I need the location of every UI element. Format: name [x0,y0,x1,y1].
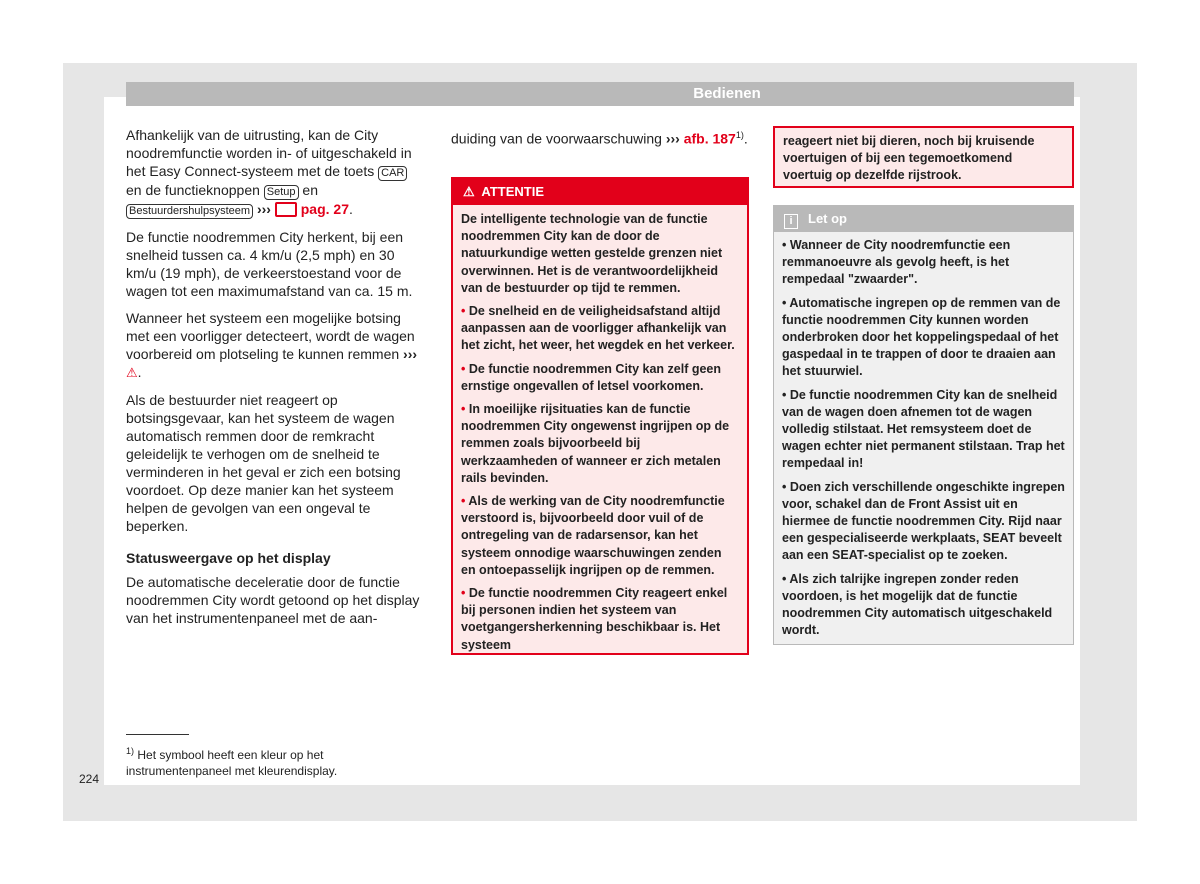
note-header [774,206,1073,232]
figure-reference-link[interactable]: afb. 187 [683,130,736,147]
note-body [774,232,1073,639]
text: . [348,201,353,217]
note-bullet: • Als zich talrijke ingrepen zonder reden voordoen, is het mogelijk dat de functie noodremmen City automatisch uitgeschakeld wordt. [782,571,1053,638]
paragraph-display: De automatische deceleratie door de functie noodremmen City wordt getoond op het display van het instrumentenpaneel met de aan- [126,574,420,626]
assist-key: Bestuurdershulpsysteem [126,204,253,219]
footnote-text: Het symbool heeft een kleur op het instrumentenpaneel met kleurendisplay. [126,748,338,778]
text: Afhankelijk van de uitrusting, kan de City noodremfunctie worden in- of uitgeschakeld in het Easy Connect-systeem met de toets [126,127,412,179]
text: en de functieknoppen [126,182,260,198]
note-title: Let op [808,211,847,226]
attention-bullet: • De snelheid en de veiligheidsafstand altijd aanpassen aan de voorligger afhankelijk van het zicht, het weer, het wegdek en het verkeer. [461,304,735,353]
warning-triangle-icon[interactable]: ⚠ [126,365,138,380]
attention-bullet: • In moeilijke rijsituaties kan de functie noodremmen City ongewenst ingrijpen op de remmen zoals bijvoorbeeld bij werkzaamheden of wanneer er zich metalen rails bevinden. [461,402,730,485]
attention-intro: De intelligente technologie van de functie noodremmen City kan de door de natuurkundige wetten gestelde grenzen niet overwinnen. Het is de verantwoordelijkheid van de bestuurder op tijd te remmen. [461,212,723,295]
subheading: Statusweergave op het display [126,550,331,566]
attention-continued-text: reageert niet bij dieren, noch bij kruisende voertuigen of bij een tegemoetkomend voertuig op dezelfde rijstrook. [783,134,1035,183]
section-header [126,82,1074,106]
attention-continued-box [773,126,1074,188]
attention-bullet: • Als de werking van de City noodremfunctie verstoord is, bijvoorbeeld door vuil of de ontregeling van de radarsensor, kan het systeem onnodige waarschuwingen zenden en ontoepasselijk ingrijpen op de remmen. [461,494,725,577]
note-bullet: • Doen zich verschillende ongeschikte ingrepen voor, schakel dan de Front Assist uit en hiermee de functie noodremmen City. Rijd naar een gespecialiseerde werkplaats, SEAT beveelt aan een SEAT-specialist op te zoeken. [782,479,1065,563]
attention-box [451,177,749,655]
footnote-mark: 1) [126,746,135,756]
note-bullet: • Automatische ingrepen op de remmen van de functie noodremmen City kunnen worden onderbroken door het koppelingspedaal of het gaspedaal in te trappen of door te draaien aan het stuurwiel. [782,295,1061,379]
column-middle [451,126,749,157]
attention-bullet: • De functie noodremmen City kan zelf geen ernstige ongevallen of letsel voorkomen. [461,361,722,393]
warning-triangle-icon: ⚠ [463,184,475,199]
footnote-marker: 1) [735,130,744,140]
note-bullet: • De functie noodremmen City kan de snelheid van de wagen doen afnemen tot de wagen volledig stilstaat. Het remsysteem doet de wagen echter niet permanent stilstaan. Trap het rempedaal in! [782,387,1065,471]
attention-header [453,179,747,205]
note-box [773,205,1074,645]
page-number: 224 [79,772,100,786]
section-title: Bedienen [693,85,761,102]
note-bullet: • Wanneer de City noodremfunctie een remmanoeuvre als gevolg heeft, is het rempedaal "zwaarder". [782,238,1011,287]
footnote-divider [126,734,189,735]
attention-body [453,205,747,654]
footnote [126,743,426,779]
paragraph-speed: De functie noodremmen City herkent, bij een snelheid tussen ca. 4 km/u (2,5 mph) en 30 km/u (19 mph), de verkeerstoestand voor de wagen tot een maximumafstand van ca. 15 m. [126,229,413,299]
reference-arrow: ››› [665,130,680,147]
column-left [126,126,422,636]
book-icon [275,202,297,217]
paragraph-detect [126,309,422,382]
paragraph-braking: Als de bestuurder niet reageert op botsingsgevaar, kan het systeem de wagen automatisch remmen door de remkracht geleidelijk te verhogen om de snelheid te verminderen in het geval er zich een botsing voordoet. Op deze manier kan het systeem helpen de gevolgen van een ongeval te beperken. [126,392,401,534]
attention-title: ATTENTIE [481,184,544,199]
car-key: CAR [378,166,407,181]
text: . [743,130,748,147]
paragraph-intro [126,126,422,219]
text: en [302,182,318,198]
setup-key: Setup [264,185,299,200]
reference-arrow: ››› [256,201,271,217]
text: duiding van de voorwaarschuwing [451,130,662,147]
reference-arrow: ››› [403,346,418,362]
text: . [137,364,142,380]
page-reference-link[interactable]: pag. 27 [300,201,349,217]
info-icon: i [784,214,798,229]
attention-bullet: • De functie noodremmen City reageert enkel bij personen indien het systeem van voetgangersherkenning beschikbaar is. Het systeem [461,586,728,652]
paragraph-continued [451,126,749,148]
text: Wanneer het systeem een mogelijke botsing met een voorligger detecteert, wordt de wagen voorbereid om plotseling te kunnen remmen [126,310,415,362]
